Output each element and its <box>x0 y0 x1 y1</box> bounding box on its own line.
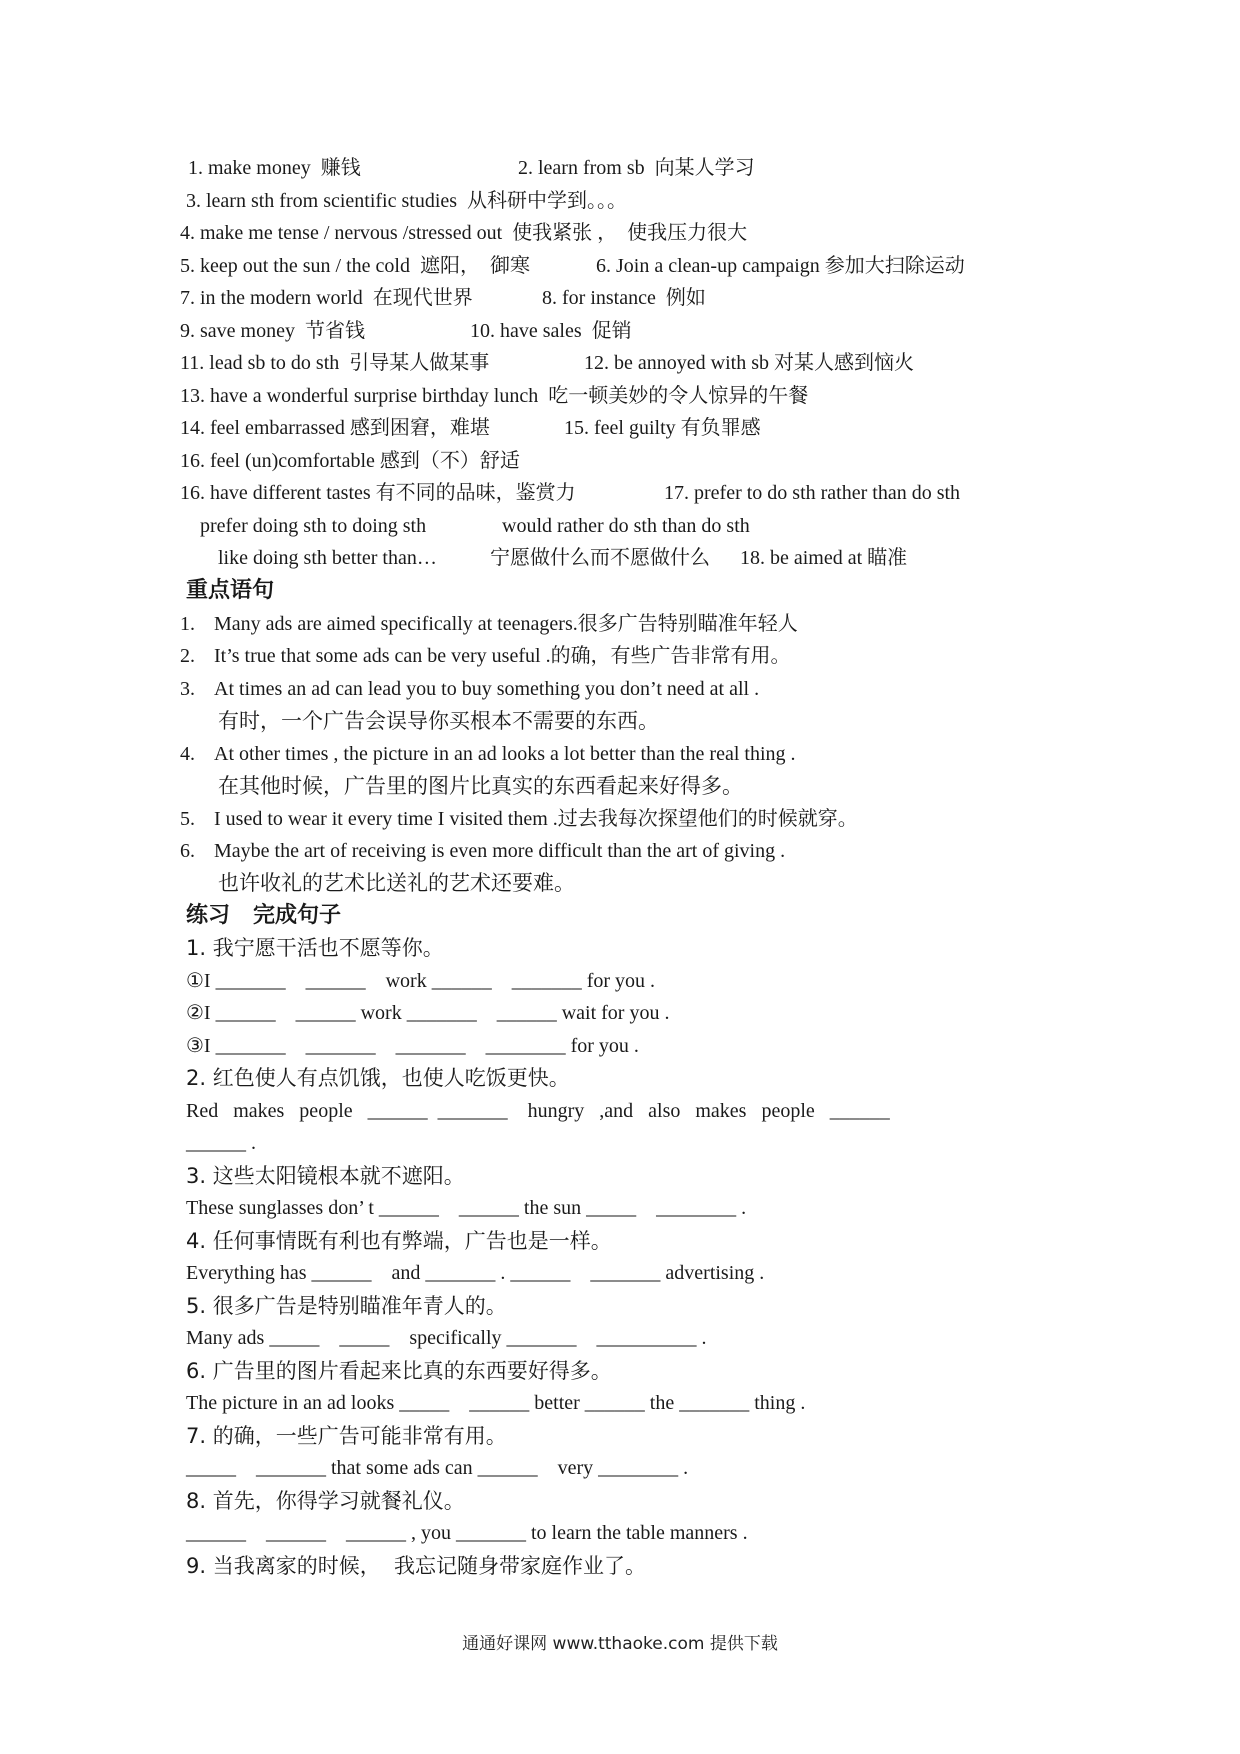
phrase-item: 14. feel embarrassed 感到困窘，难堪 <box>180 417 490 439</box>
key-sentence-translation: 在其他时候，广告里的图片比真实的东西看起来好得多。 <box>218 774 743 798</box>
phrase-item: 17. prefer to do sth rather than do sth <box>664 482 961 504</box>
phrase-item: prefer doing sth to doing sth <box>200 515 427 537</box>
phrase-item: 2. learn from sb 向某人学习 <box>518 157 755 179</box>
phrase-item: 9. save money 节省钱 <box>180 320 365 342</box>
phrase-item: 宁愿做什么而不愿做什么 <box>490 547 710 569</box>
phrase-item: 7. in the modern world 在现代世界 <box>180 287 473 309</box>
exercise-answer-line: ______ ______ ______ , you _______ to learn the table manners . <box>186 1522 748 1544</box>
key-sentences-heading: 重点语句 <box>186 578 275 603</box>
exercise-prompt: 9. 当我离家的时候， 我忘记随身带家庭作业了。 <box>186 1554 647 1578</box>
page-footer: 通通好课网 www.tthaoke.com 提供下载 <box>462 1634 778 1654</box>
exercise-prompt: 8. 首先，你得学习就餐礼仪。 <box>186 1489 465 1513</box>
exercise-prompt: 5. 很多广告是特别瞄准年青人的。 <box>186 1294 507 1318</box>
key-sentence-item: 1. Many ads are aimed specifically at teenagers.很多广告特别瞄准年轻人 <box>180 613 798 635</box>
key-sentence-item: 4. At other times , the picture in an ad looks a lot better than the real thing . <box>180 743 796 765</box>
exercise-prompt: 3. 这些太阳镜根本就不遮阳。 <box>186 1164 465 1188</box>
exercise-prompt: 6. 广告里的图片看起来比真的东西要好得多。 <box>186 1359 612 1383</box>
phrase-item: 16. have different tastes 有不同的品味，鉴赏力 <box>180 482 576 504</box>
exercise-answer-line: The picture in an ad looks _____ ______ better ______ the _______ thing . <box>186 1392 806 1414</box>
exercise-answer-line: ②I ______ ______ work _______ ______ wait for you . <box>186 1002 670 1024</box>
key-sentence-translation: 也许收礼的艺术比送礼的艺术还要难。 <box>218 871 575 895</box>
phrase-item: 5. keep out the sun / the cold 遮阳， 御寒 <box>180 255 530 277</box>
phrase-item: 1. make money 赚钱 <box>188 157 361 179</box>
exercise-heading: 练习 完成句子 <box>186 903 341 928</box>
phrase-item: 12. be annoyed with sb 对某人感到恼火 <box>584 352 914 374</box>
phrase-item: would rather do sth than do sth <box>502 515 750 537</box>
phrase-item: 13. have a wonderful surprise birthday lunch 吃一顿美妙的令人惊异的午餐 <box>180 385 809 407</box>
phrase-item: 10. have sales 促销 <box>470 320 632 342</box>
exercise-answer-line: ______ . <box>186 1132 256 1154</box>
key-sentence-item: 6. Maybe the art of receiving is even more difficult than the art of giving . <box>180 840 786 862</box>
phrase-item: 11. lead sb to do sth 引导某人做某事 <box>180 352 490 374</box>
key-sentence-item: 3. At times an ad can lead you to buy something you don’t need at all . <box>180 678 760 700</box>
exercise-answer-line: These sunglasses don’ t ______ ______ the sun _____ ________ . <box>186 1197 747 1219</box>
key-sentence-translation: 有时，一个广告会误导你买根本不需要的东西。 <box>218 709 659 733</box>
key-sentence-item: 5. I used to wear it every time I visited them .过去我每次探望他们的时候就穿。 <box>180 808 858 830</box>
exercise-prompt: 4. 任何事情既有利也有弊端，广告也是一样。 <box>186 1229 612 1253</box>
phrase-item: 6. Join a clean-up campaign 参加大扫除运动 <box>596 255 965 277</box>
key-sentence-item: 2. It’s true that some ads can be very useful .的确，有些广告非常有用。 <box>180 645 791 667</box>
exercise-answer-line: Many ads _____ _____ specifically _______ __________ . <box>186 1327 707 1349</box>
phrase-item: 3. learn sth from scientific studies 从科研中学到。。。 <box>186 190 628 212</box>
exercise-prompt: 2. 红色使人有点饥饿，也使人吃饭更快。 <box>186 1066 570 1090</box>
exercise-answer-line: Red makes people ______ _______ hungry ,and also makes people ______ <box>186 1100 890 1122</box>
exercise-answer-line: ①I _______ ______ work ______ _______ for you . <box>186 970 656 992</box>
exercise-answer-line: _____ _______ that some ads can ______ very ________ . <box>186 1457 689 1479</box>
phrase-item: 18. be aimed at 瞄准 <box>740 547 908 569</box>
exercise-answer-line: ③I _______ _______ _______ ________ for you . <box>186 1035 639 1057</box>
phrase-item: 8. for instance 例如 <box>542 287 706 309</box>
phrase-item: 15. feel guilty 有负罪感 <box>564 417 761 439</box>
phrase-item: 16. feel (un)comfortable 感到（不）舒适 <box>180 450 520 472</box>
phrase-item: 4. make me tense / nervous /stressed out 使我紧张 ， 使我压力很大 <box>180 222 748 244</box>
exercise-prompt: 1. 我宁愿干活也不愿等你。 <box>186 936 444 960</box>
exercise-answer-line: Everything has ______ and _______ . ______ _______ advertising . <box>186 1262 765 1284</box>
exercise-prompt: 7. 的确，一些广告可能非常有用。 <box>186 1424 507 1448</box>
phrase-item: like doing sth better than… <box>218 547 437 569</box>
